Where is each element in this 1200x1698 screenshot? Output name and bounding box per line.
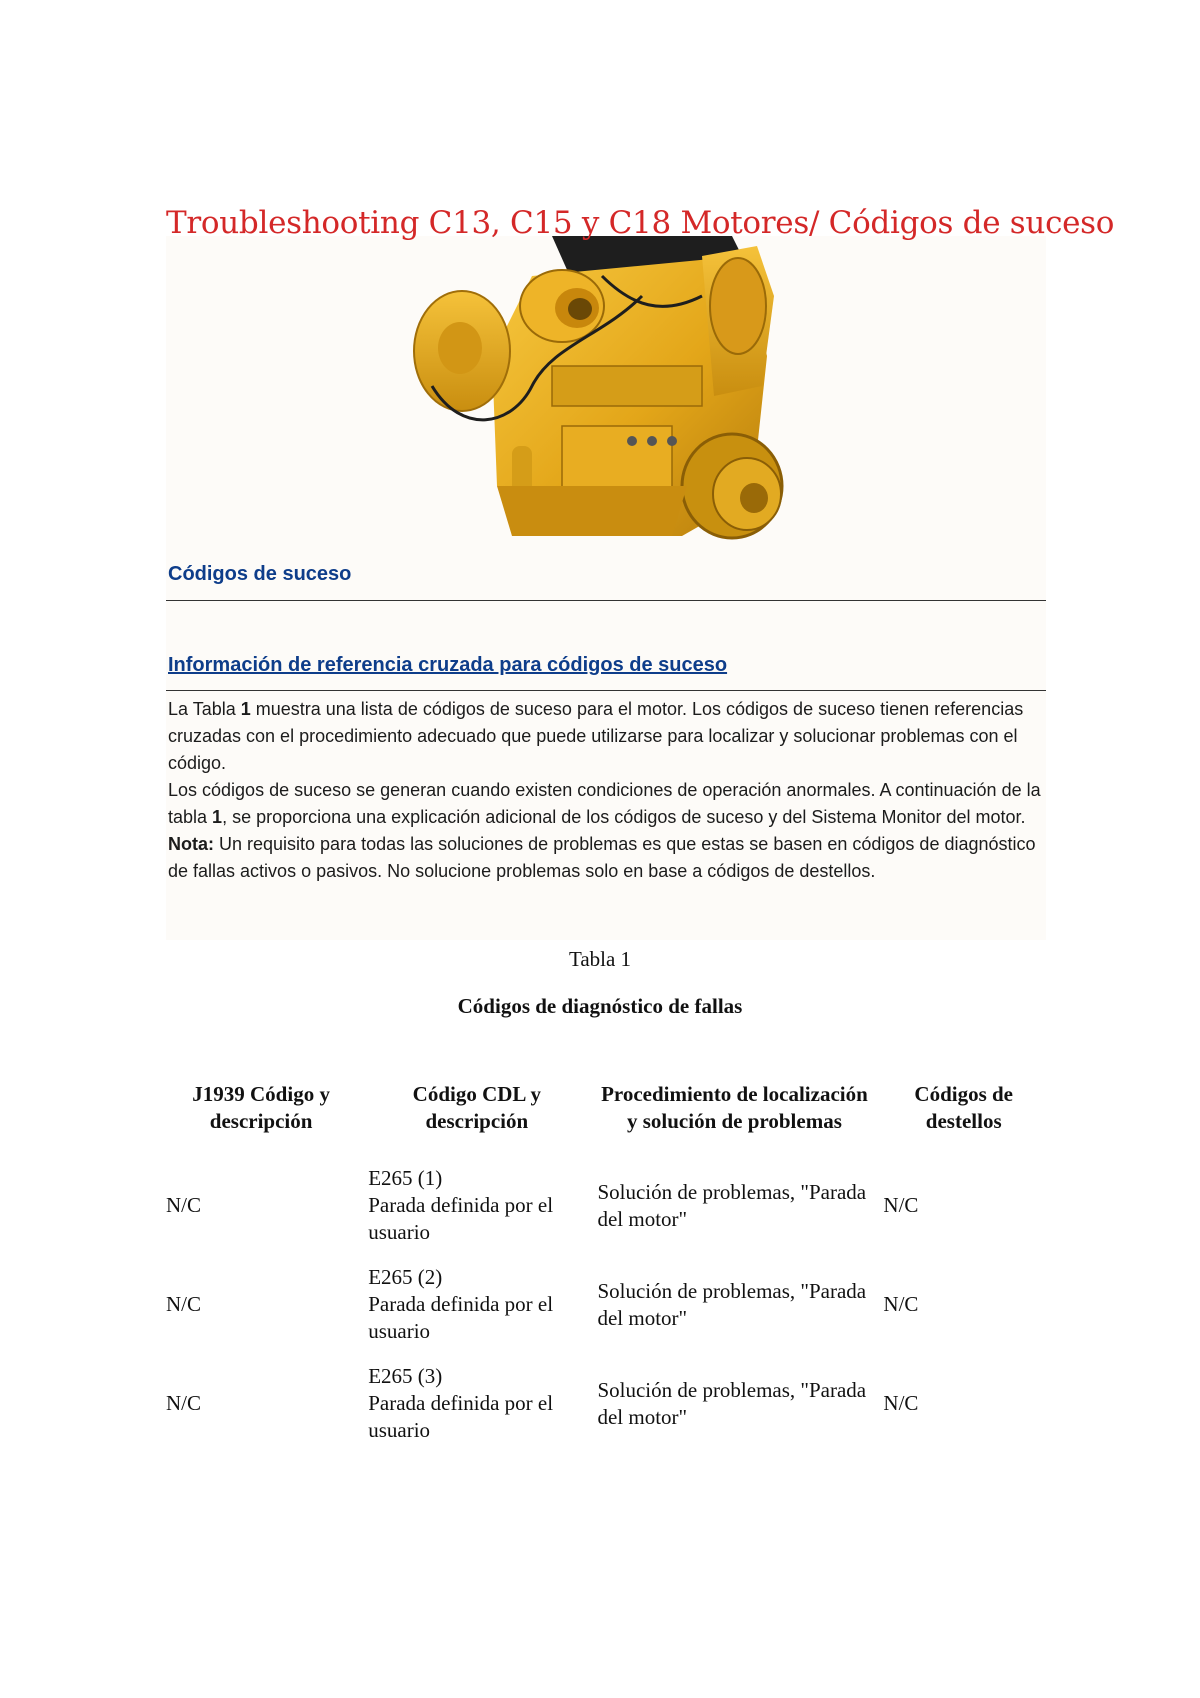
divider [166, 690, 1046, 691]
j1939-cell: N/C [166, 1193, 202, 1217]
intro-text [168, 696, 1044, 885]
header-procedure: Procedimiento de localización y solución de problemas [601, 1082, 868, 1133]
flash-cell: N/C [883, 1391, 919, 1415]
divider [166, 600, 1046, 601]
cdl-cell: E265 (3) Parada definida por el usuario [368, 1364, 554, 1442]
section-heading: Códigos de suceso [168, 563, 352, 585]
table-header-row [160, 1060, 1050, 1156]
j1939-cell: N/C [166, 1292, 202, 1316]
flash-cell: N/C [883, 1193, 919, 1217]
paragraph-2: Los códigos de suceso se generan cuando existen condiciones de operación anormales. A continuación de la tabla 1, se proporciona una explicación adicional de los códigos de suceso y del Sistema Monitor del motor. [168, 780, 1041, 827]
table-row [160, 1156, 1050, 1255]
cross-reference-link[interactable]: Información de referencia cruzada para códigos de suceso [168, 654, 728, 676]
content-panel [166, 236, 1046, 940]
procedure-cell: Solución de problemas, "Parada del motor" [597, 1377, 867, 1429]
engine-image [402, 236, 822, 566]
header-flash-codes: Códigos de destellos [914, 1082, 1014, 1133]
flash-cell: N/C [883, 1292, 919, 1316]
table-row [160, 1354, 1050, 1453]
codes-table [160, 1060, 1050, 1453]
header-j1939: J1939 Código y descripción [192, 1082, 330, 1133]
procedure-cell: Solución de problemas, "Parada del motor" [597, 1278, 867, 1330]
procedure-cell: Solución de problemas, "Parada del motor" [597, 1179, 867, 1231]
table-number: Tabla 1 [568, 947, 632, 971]
paragraph-1: La Tabla 1 muestra una lista de códigos de suceso para el motor. Los códigos de suceso tienen referencias cruzadas con el procedimiento adecuado que puede utilizarse para localizar y solucionar problemas con el código. [168, 699, 1024, 773]
cdl-cell: E265 (2) Parada definida por el usuario [368, 1265, 554, 1343]
header-cdl: Código CDL y descripción [412, 1082, 542, 1133]
page-title: Troubleshooting C13, C15 y C18 Motores/ Códigos de suceso [166, 205, 1115, 241]
table-row [160, 1255, 1050, 1354]
note-paragraph: Nota: Un requisito para todas las soluciones de problemas es que estas se basen en códigos de diagnóstico de fallas activos o pasivos. No solucione problemas solo en base a códigos de destellos. [168, 834, 1036, 881]
cdl-cell: E265 (1) Parada definida por el usuario [368, 1166, 554, 1244]
j1939-cell: N/C [166, 1391, 202, 1415]
table-title: Códigos de diagnóstico de fallas [457, 994, 743, 1018]
